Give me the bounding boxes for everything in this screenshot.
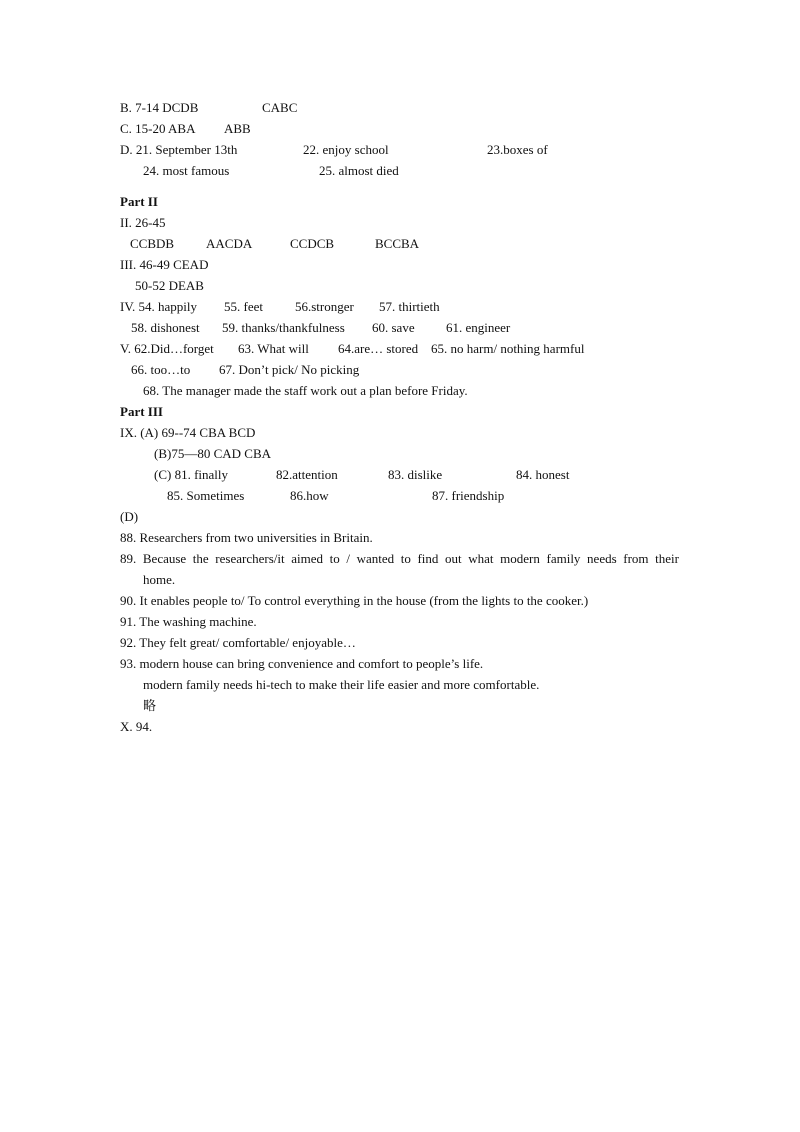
answer-item: D. 21. September 13th [120, 142, 238, 157]
answer-item: 61. engineer [446, 320, 511, 335]
answer-item: 86.how [290, 488, 329, 503]
answer-item: 66. too…to [131, 362, 191, 377]
answer-group: BCCBA [375, 236, 420, 251]
section-ii-label: II. 26-45 [120, 215, 166, 230]
section-ix-a-answers: IX. (A) 69--74 CBA BCD [120, 425, 256, 440]
answer-item: 64.are… stored [338, 341, 419, 356]
answer-group: C. 15-20 ABA [120, 121, 196, 136]
section-iii-answers-cont: 50-52 DEAB [135, 278, 204, 293]
answer-item: 25. almost died [319, 163, 399, 178]
answer-89: 89. Because the researchers/it aimed to / wanted to find out what modern family needs from their [120, 551, 679, 566]
answer-group: CCDCB [290, 236, 335, 251]
answer-item: 56.stronger [295, 299, 354, 314]
answer-91: 91. The washing machine. [120, 614, 257, 629]
section-ix-d-label: (D) [120, 509, 139, 524]
section-iii-answers: III. 46-49 CEAD [120, 257, 209, 272]
answer-item: 84. honest [516, 467, 570, 482]
section-ix-b-answers: (B)75—80 CAD CBA [154, 446, 272, 461]
answer-93-cont: modern family needs hi-tech to make their life easier and more comfortable. [143, 677, 540, 692]
answer-item: 82.attention [276, 467, 338, 482]
answer-88: 88. Researchers from two universities in Britain. [120, 530, 373, 545]
answer-group: CCBDB [130, 236, 175, 251]
section-x-label: X. 94. [120, 719, 153, 734]
answer-group: B. 7-14 DCDB [120, 100, 199, 115]
answer-item: 55. feet [224, 299, 263, 314]
answer-item: 87. friendship [432, 488, 505, 503]
answer-item: 63. What will [238, 341, 309, 356]
answer-90: 90. It enables people to/ To control everything in the house (from the lights to the cooker.) [120, 593, 589, 608]
answer-item: 59. thanks/thankfulness [222, 320, 345, 335]
answer-92: 92. They felt great/ comfortable/ enjoyable… [120, 635, 356, 650]
answer-item: 23.boxes of [487, 142, 548, 157]
part-ii-heading: Part II [120, 194, 158, 209]
answer-89-cont: home. [143, 572, 176, 587]
answer-group: AACDA [206, 236, 253, 251]
answer-item: 22. enjoy school [303, 142, 389, 157]
omitted-note: 略 [143, 698, 157, 713]
answer-item: 58. dishonest [131, 320, 200, 335]
answer-item: 85. Sometimes [167, 488, 245, 503]
answer-item: 67. Don’t pick/ No picking [219, 362, 360, 377]
answer-item: 57. thirtieth [379, 299, 440, 314]
part-iii-heading: Part III [120, 404, 163, 419]
answer-item: (C) 81. finally [154, 467, 229, 482]
answer-item: 83. dislike [388, 467, 443, 482]
answer-group: CABC [262, 100, 298, 115]
answer-item: 60. save [372, 320, 415, 335]
answer-item: IV. 54. happily [120, 299, 198, 314]
answer-group: ABB [224, 121, 251, 136]
answer-item: V. 62.Did…forget [120, 341, 214, 356]
answer-item: 24. most famous [143, 163, 230, 178]
answer-item: 65. no harm/ nothing harmful [431, 341, 585, 356]
answer-93: 93. modern house can bring convenience and comfort to people’s life. [120, 656, 484, 671]
answer-68-sentence: 68. The manager made the staff work out a plan before Friday. [143, 383, 468, 398]
